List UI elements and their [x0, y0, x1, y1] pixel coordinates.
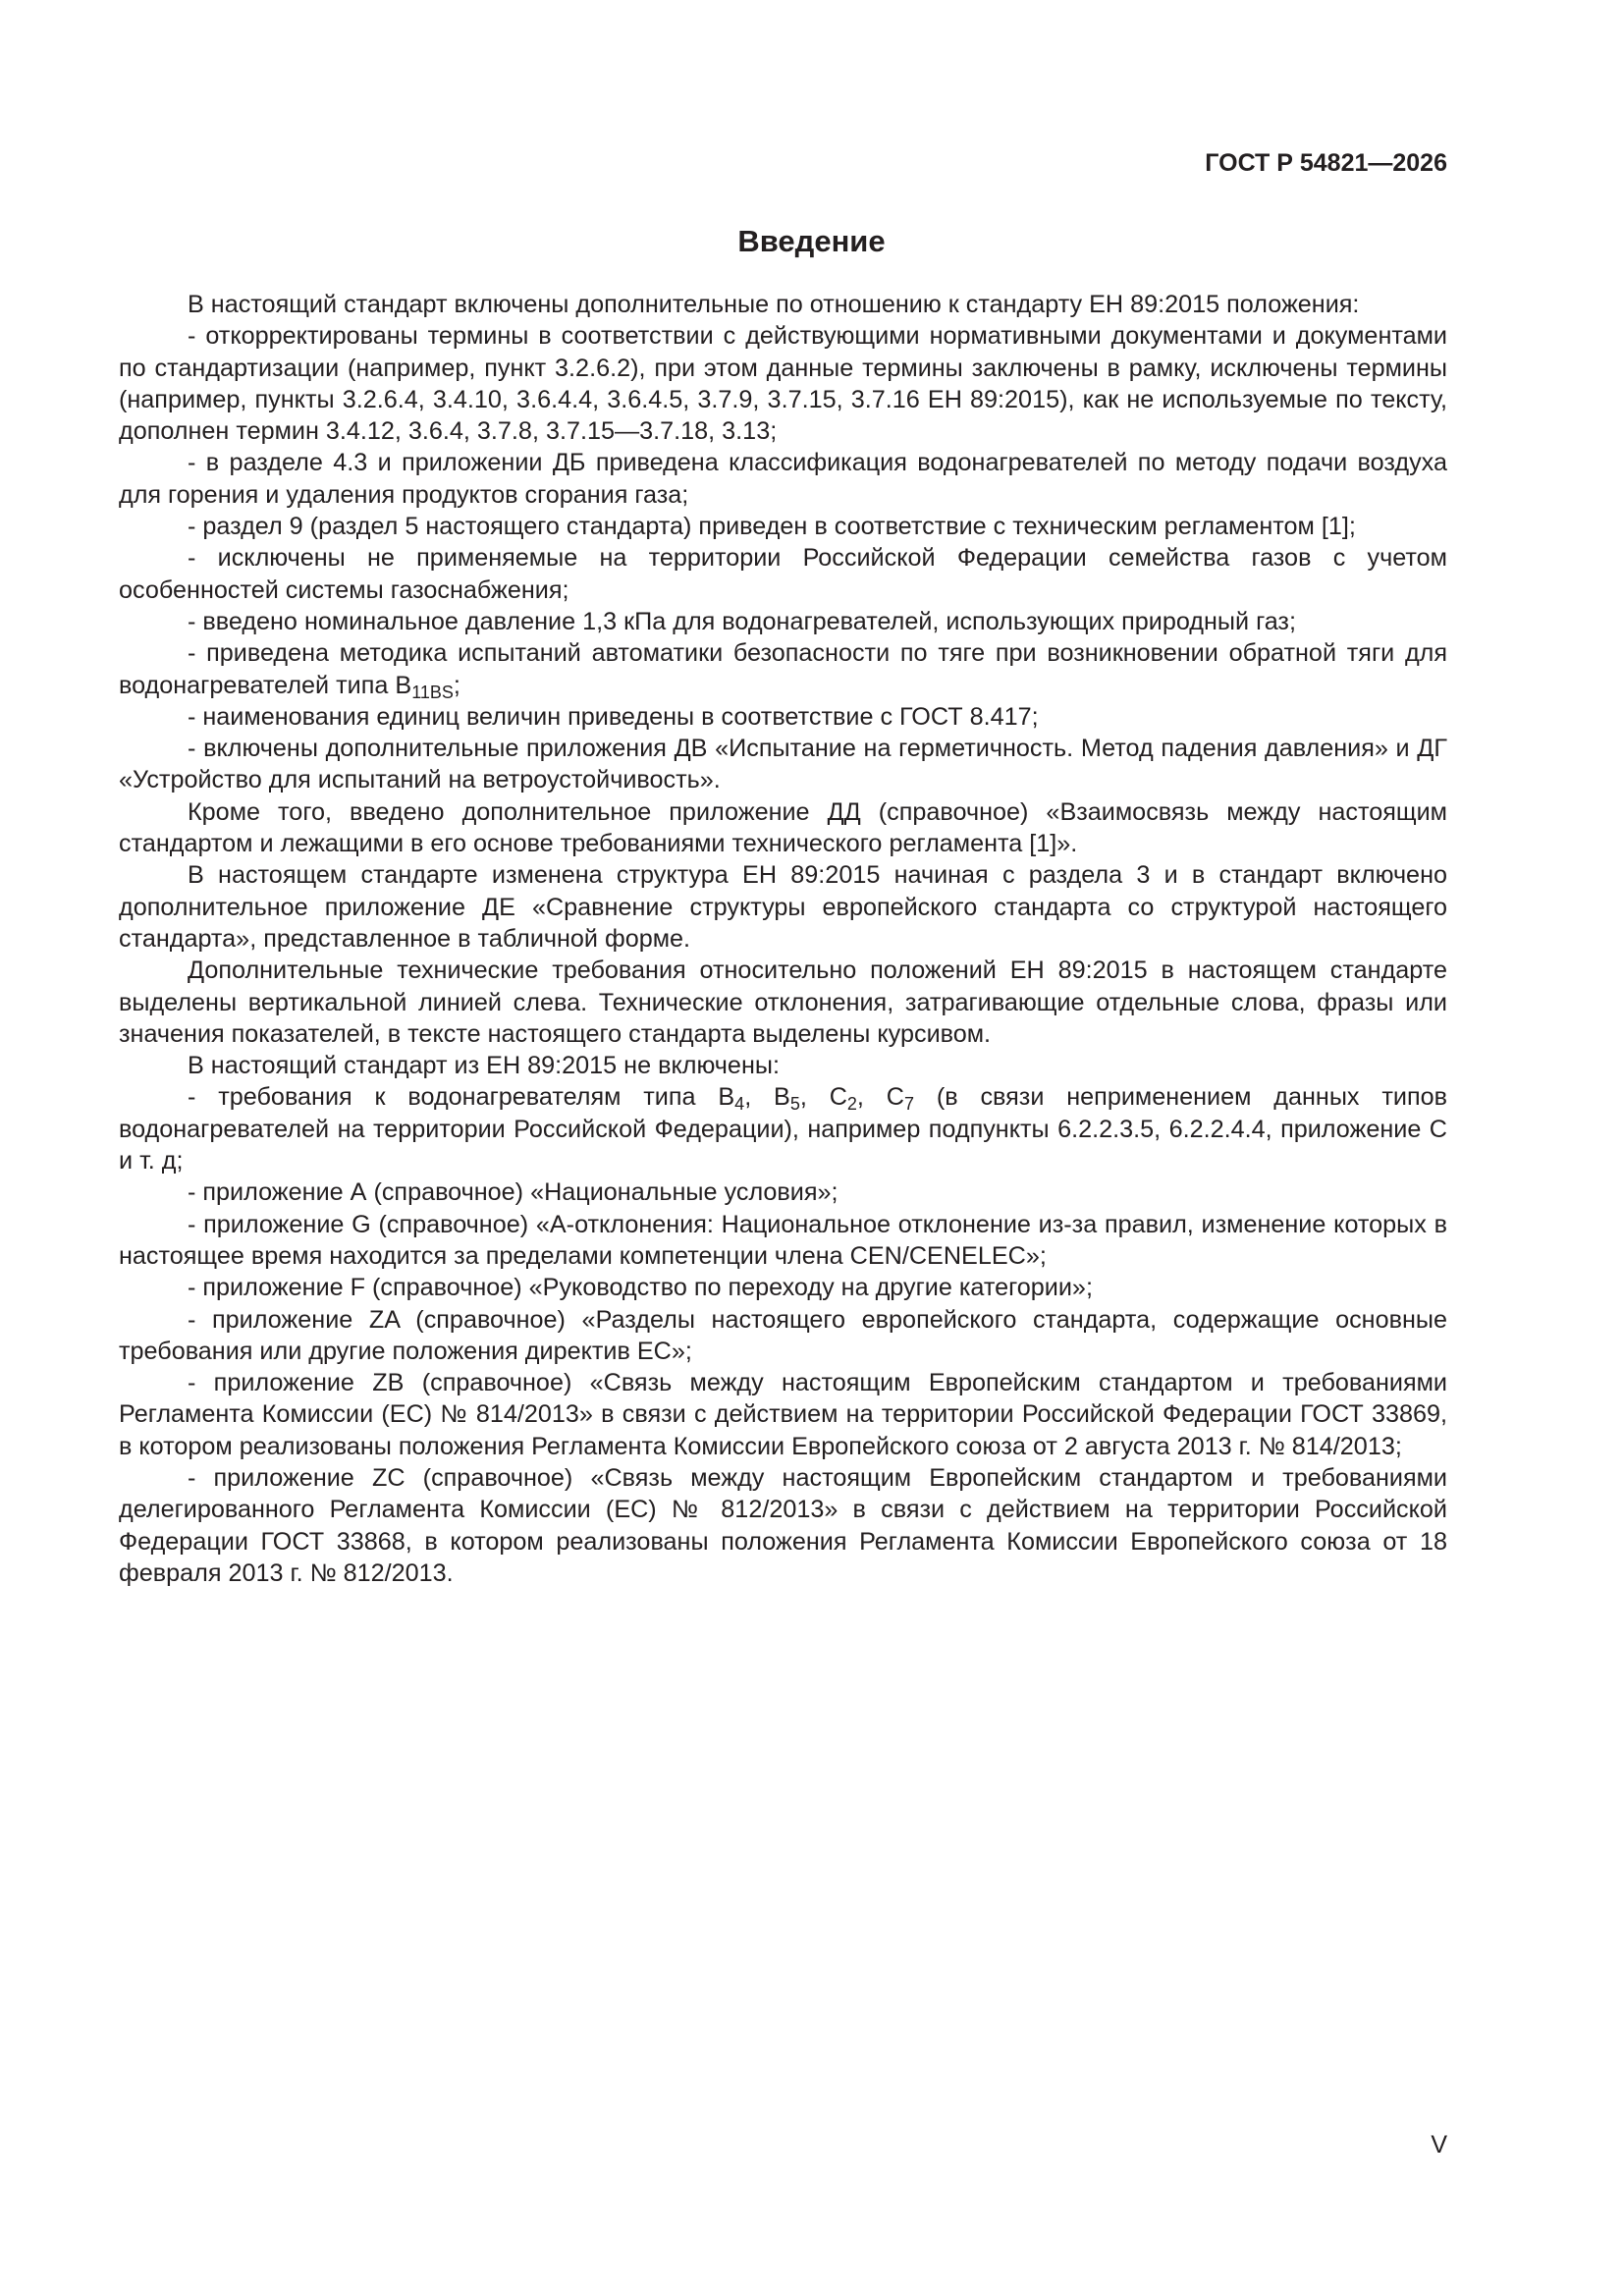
paragraph: - исключены не применяемые на территории Российской Федерации семейства газов с учетом особенностей системы газоснабжения;	[119, 544, 1447, 604]
paragraph: - приложение А (справочное) «Национальные условия»;	[188, 1178, 839, 1207]
paragraph: - раздел 9 (раздел 5 настоящего стандарта) приведен в соответствие с техническим регламентом [1];	[188, 513, 1356, 541]
subscript: 7	[903, 1094, 914, 1115]
paragraph: - приложение ZA (справочное) «Разделы настоящего европейского стандарта, содержащие основные требования или другие положения директив ЕС»;	[119, 1305, 1447, 1365]
paragraph: Кроме того, введено дополнительное приложение ДД (справочное) «Взаимосвязь между настоящим стандартом и лежащими в его основе требованиями технического регламента [1]».	[119, 797, 1447, 858]
paragraph: - приведена методика испытаний автоматики безопасности по тяге при возникновении обратной тяги для водонагревателей типа $B_{11BS}$;	[119, 639, 1447, 702]
paragraph: - откорректированы термины в соответствии с действующими нормативными документами и документами по стандартизации (например, пункт 3.2.6.2), при этом данные термины заключены в рамку, исключены термины (например, пункты 3.2.6.4, 3.4.10, 3.6.4.4, 3.6.4.5, 3.7.9, 3.7.15, 3.7.16 ЕН 89:2015), как не используемые по тексту, дополнен термин 3.4.12, 3.6.4, 3.7.8, 3.7.15—3.7.18, 3.13;	[119, 322, 1447, 446]
paragraph: В настоящий стандарт из ЕН 89:2015 не включены:	[188, 1052, 780, 1080]
paragraph: Дополнительные технические требования относительно положений ЕН 89:2015 в настоящем стандарте выделены вертикальной линией слева. Технические отклонения, затрагивающие отдельные слова, фразы или значения показателей, в тексте настоящего стандарта выделены курсивом.	[119, 957, 1447, 1048]
paragraph: - в разделе 4.3 и приложении ДБ приведена классификация водонагревателей по методу подачи воздуха для горения и удаления продуктов сгорания газа;	[119, 449, 1447, 509]
document-id: ГОСТ Р 54821—2026	[1205, 149, 1447, 177]
paragraph: - наименования единиц величин приведены в соответствие с ГОСТ 8.417;	[188, 702, 1039, 731]
page-number: V	[1431, 2131, 1447, 2159]
paragraph: - введено номинальное давление 1,3 кПа для водонагревателей, использующих природный газ;	[188, 607, 1296, 635]
paragraph: - требования к водонагревателям типа $B_4$, $B_5$, $C_2$, $C_7$ (в связи неприменением данных типов водонагревателей на территории Российской Федерации), например подпункты 6.2.2.3.5, 6.2.2.4.4, приложение С и т. д;	[119, 1083, 1448, 1175]
subscript: 11BS	[411, 682, 454, 702]
paragraph: - приложение F (справочное) «Руководство по переходу на другие категории»;	[188, 1274, 1093, 1302]
body-text	[119, 289, 1447, 1589]
paragraph: - приложение ZB (справочное) «Связь между настоящим Европейским стандартом и требованиями Регламента Комиссии (ЕС) № 814/2013» в связи с действием на территории Российской Федерации ГОСТ 33869, в котором реализованы положения Регламента Комиссии Европейского союза от 2 августа 2013 г. № 814/2013;	[119, 1369, 1447, 1460]
subscript: 5	[789, 1094, 800, 1115]
paragraph: В настоящем стандарте изменена структура ЕН 89:2015 начиная с раздела 3 и в стандарт включено дополнительное приложение ДЕ «Сравнение структуры европейского стандарта со структурой настоящего стандарта», представленное в табличной форме.	[119, 861, 1447, 953]
paragraph: - приложение G (справочное) «А-отклонения: Национальное отклонение из-за правил, изменение которых в настоящее время находится за пределами компетенции члена CEN/CENELEC»;	[119, 1210, 1447, 1270]
subscript: 4	[734, 1094, 745, 1115]
page-title: Введение	[737, 224, 886, 258]
subscript: 2	[846, 1094, 857, 1115]
paragraph: В настоящий стандарт включены дополнительные по отношению к стандарту ЕН 89:2015 положения:	[188, 291, 1360, 318]
paragraph: - включены дополнительные приложения ДВ «Испытание на герметичность. Метод падения давления» и ДГ «Устройство для испытаний на ветроустойчивость».	[119, 735, 1447, 794]
paragraph: - приложение ZC (справочное) «Связь между настоящим Европейским стандартом и требованиями делегированного Регламента Комиссии (ЕС) № 812/2013» в связи с действием на территории Российской Федерации ГОСТ 33868, в котором реализованы положения Регламента Комиссии Европейского союза от 18 февраля 2013 г. № 812/2013.	[119, 1463, 1447, 1587]
